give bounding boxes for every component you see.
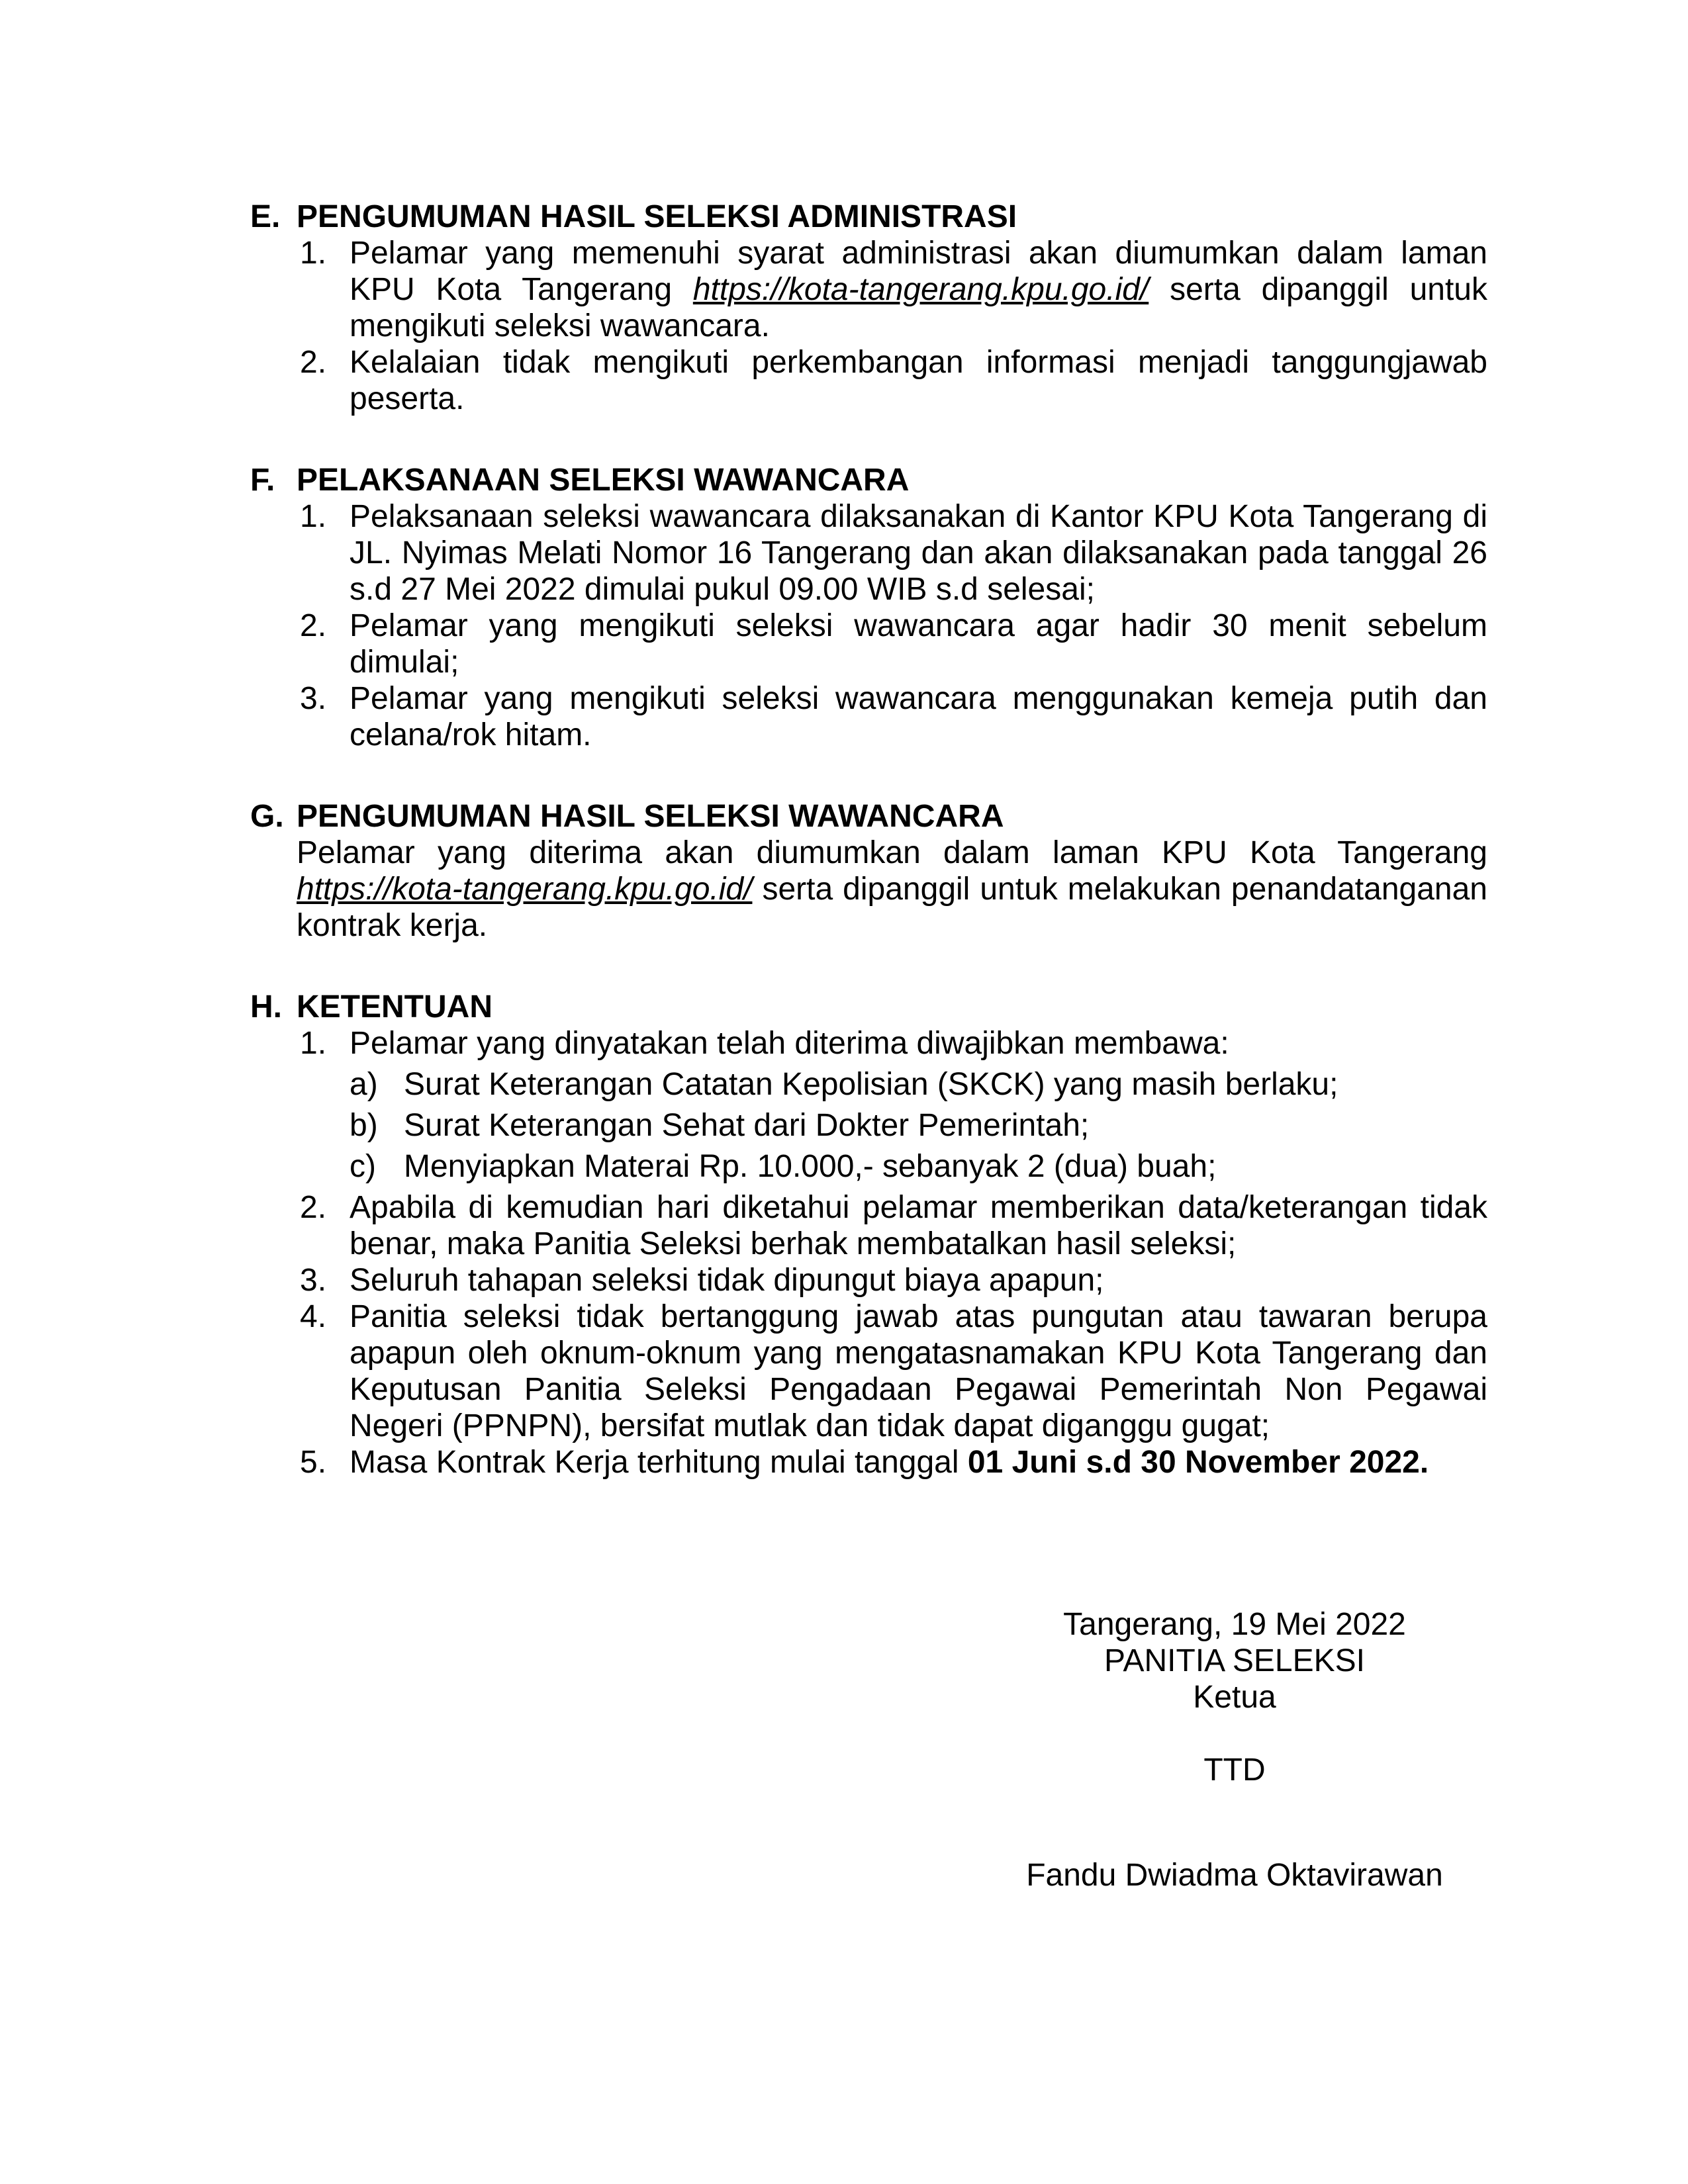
section-title: PENGUMUMAN HASIL SELEKSI WAWANCARA [297,799,1004,834]
section-pengumuman-hasil-seleksi-wawancara [250,798,1487,944]
sub-item-letter: a) [350,1067,378,1102]
section-heading [250,798,1487,835]
sub-item-text: Surat Keterangan Sehat dari Dokter Pemerintah; [404,1108,1090,1143]
signature-role: Ketua [1193,1680,1276,1715]
text-run: Pelamar yang diterima akan diumumkan dalam laman KPU Kota Tangerang [297,835,1487,870]
item-text [350,1444,1487,1480]
item-number: 2. [300,1190,327,1225]
sub-item-text: Menyiapkan Materai Rp. 10.000,- sebanyak 2 (dua) buah; [404,1149,1217,1184]
item-text [350,235,1487,344]
item-number: 1. [300,499,327,534]
signature-committee: PANITIA SELEKSI [1104,1643,1365,1678]
section-heading [250,989,1487,1025]
signature-name: Fandu Dwiadma Oktavirawan [1026,1858,1443,1893]
section-pelaksanaan-seleksi-wawancara [250,462,1487,753]
item-text: Apabila di kemudian hari diketahui pelamar memberikan data/keterangan tidak benar, maka Panitia Seleksi berhak membatalkan hasil seleksi; [350,1190,1487,1261]
list-item [300,1298,1487,1444]
item-text: Pelamar yang mengikuti seleksi wawancara agar hadir 30 menit sebelum dimulai; [350,608,1487,680]
item-text: Pelamar yang mengikuti seleksi wawancara menggunakan kemeja putih dan celana/rok hitam. [350,681,1487,752]
list-item [300,1262,1487,1298]
sub-item-letter: c) [350,1149,376,1184]
sub-item-letter: b) [350,1108,378,1143]
item-text: Panitia seleksi tidak bertanggung jawab atas pungutan atau tawaran berupa apapun oleh oknum-oknum yang mengatasnamakan KPU Kota Tangerang dan Keputusan Panitia Seleksi Pengadaan Pegawai Pemerintah Non Pegawai Negeri (PPNPN), bersifat mutlak dan tidak dapat diganggu gugat; [350,1299,1487,1443]
section-paragraph [297,835,1487,944]
item-number: 3. [300,1263,327,1298]
list-item [300,680,1487,753]
list-item [300,1025,1487,1189]
contract-period-text: 01 Juni s.d 30 November 2022. [967,1445,1429,1480]
item-text: Pelaksanaan seleksi wawancara dilaksanakan di Kantor KPU Kota Tangerang di JL. Nyimas Melati Nomor 16 Tangerang dan akan dilaksanakan pada tanggal 26 s.d 27 Mei 2022 dimulai pukul 09.00 WIB s.d selesai; [350,499,1487,607]
list-item [300,344,1487,417]
text-run: serta dipanggil untuk mengikuti seleksi wawancara. [350,272,1487,343]
sub-item-text: Surat Keterangan Catatan Kepolisian (SKCK) yang masih berlaku; [404,1067,1338,1102]
item-number: 2. [300,608,327,643]
text-run: Pelamar yang memenuhi syarat administrasi akan diumumkan dalam laman KPU Kota Tangerang [350,236,1487,307]
signature-ttd: TTD [1203,1752,1266,1788]
section-pengumuman-hasil-seleksi-administrasi [250,199,1487,417]
signature-block [983,1606,1486,1893]
section-marker: E. [250,199,281,234]
sub-list-item [350,1148,1487,1185]
text-run: Masa Kontrak Kerja terhitung mulai tanggal [350,1445,968,1480]
item-text: Seluruh tahapan seleksi tidak dipungut biaya apapun; [350,1263,1104,1298]
list-item [300,235,1487,344]
list-item [300,1189,1487,1262]
section-marker: G. [250,799,284,834]
signature-place-date: Tangerang, 19 Mei 2022 [1063,1607,1406,1642]
list-item [300,608,1487,680]
section-marker: F. [250,463,275,498]
item-number: 3. [300,681,327,716]
item-text: Kelalaian tidak mengikuti perkembangan informasi menjadi tanggungjawab peserta. [350,345,1487,416]
section-title: PELAKSANAAN SELEKSI WAWANCARA [297,463,910,498]
section-heading [250,199,1487,235]
item-intro-text: Pelamar yang dinyatakan telah diterima diwajibkan membawa: [350,1026,1229,1061]
item-number: 2. [300,345,327,380]
section-title: KETENTUAN [297,989,492,1024]
list-item [300,1444,1487,1480]
section-title: PENGUMUMAN HASIL SELEKSI ADMINISTRASI [297,199,1017,234]
item-number: 4. [300,1299,327,1334]
item-number: 1. [300,236,327,271]
section-marker: H. [250,989,282,1024]
section-ketentuan [250,989,1487,1480]
section-heading [250,462,1487,498]
kpu-website-link[interactable]: https://kota-tangerang.kpu.go.id/ [297,872,753,907]
sub-list-item [350,1066,1487,1103]
item-number: 5. [300,1445,327,1480]
sub-list-item [350,1107,1487,1144]
item-number: 1. [300,1026,327,1061]
text-run: serta dipanggil untuk melakukan penandatanganan kontrak kerja. [297,872,1487,943]
list-item [300,498,1487,608]
item-text [350,1025,1487,1189]
kpu-website-link[interactable]: https://kota-tangerang.kpu.go.id/ [692,272,1149,307]
